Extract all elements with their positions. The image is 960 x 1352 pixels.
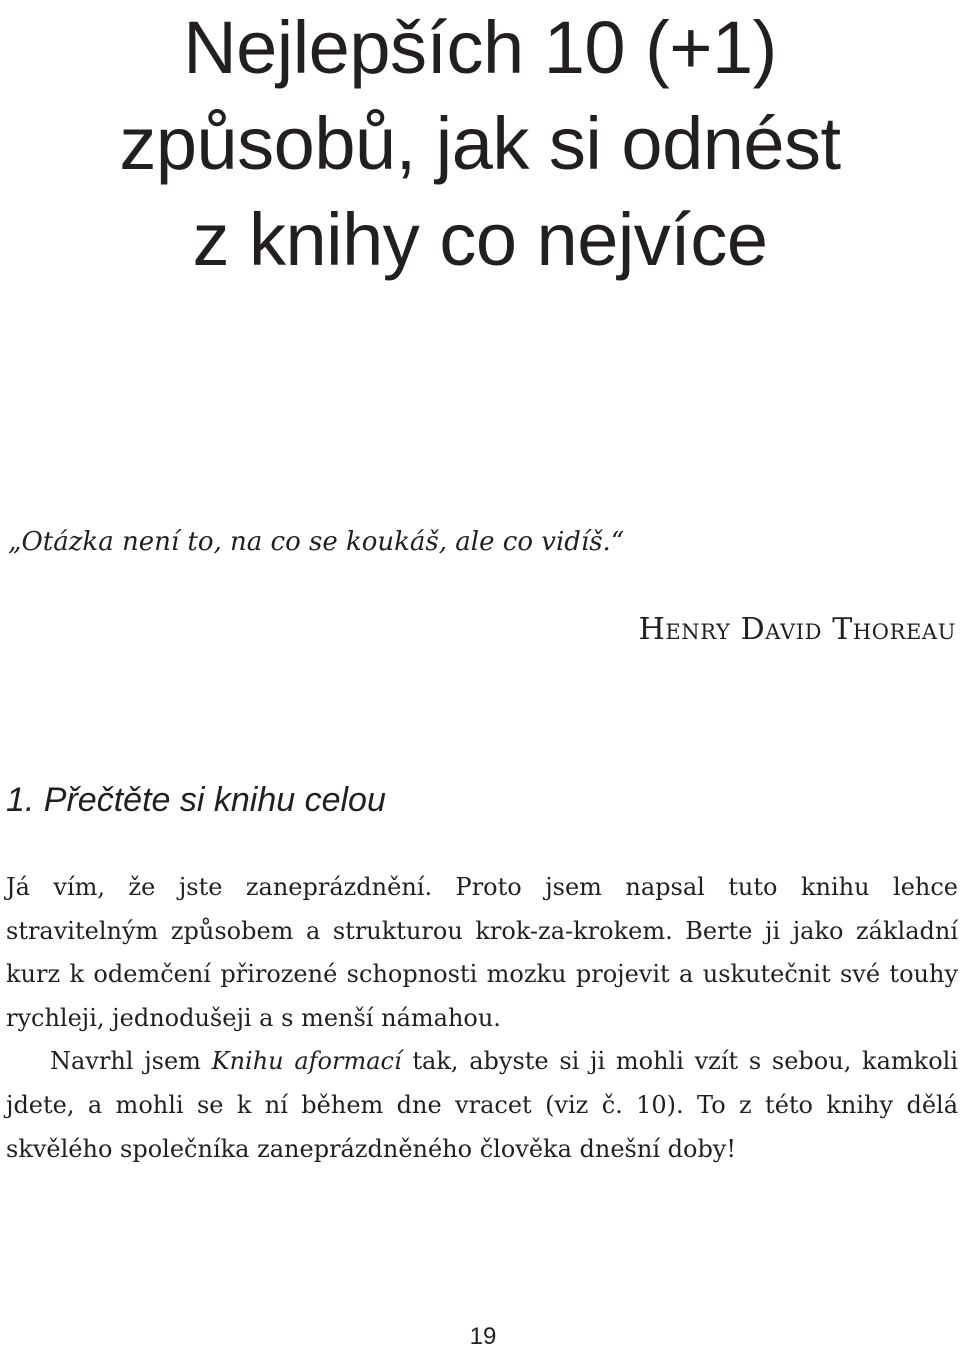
page-number: 19 bbox=[469, 1323, 497, 1350]
chapter-title-line-2: způsobů, jak si odnést bbox=[119, 102, 841, 185]
body-paragraph-1: Já vím, že jste zaneprázdnění. Proto jsem napsal tuto knihu lehce stravitelným způsobem a strukturou krok-za-krokem. Berte ji jako základní kurz k odemčení přirozené schopnosti mozku projevit a uskutečnit své touhy rychleji, jednodušeji a s menší námahou. bbox=[6, 873, 958, 1032]
chapter-title bbox=[0, 0, 960, 288]
chapter-title-line-1: Nejlepších 10 (+1) bbox=[183, 6, 777, 89]
epigraph-quote: „Otázka není to, na co se koukáš, ale co vidíš.“ bbox=[8, 527, 625, 557]
body-text bbox=[6, 866, 958, 1171]
paragraph-2-end: tak, abyste si ji mohli vzít s sebou, kamkoli jdete, a mohli se k ní během dne vracet (viz č. 10). To z této knihy dělá skvělého společníka zaneprázdněného člověka dnešní doby! bbox=[6, 1047, 958, 1163]
epigraph-author: Henry David Thoreau bbox=[638, 612, 956, 647]
section-heading: 1. Přečtěte si knihu celou bbox=[6, 781, 386, 819]
body-paragraph-2 bbox=[6, 1040, 958, 1171]
paragraph-2-start: Navrhl jsem bbox=[50, 1047, 212, 1076]
book-title-emphasis: Knihu aformací bbox=[211, 1047, 402, 1076]
chapter-title-line-3: z knihy co nejvíce bbox=[192, 198, 768, 281]
